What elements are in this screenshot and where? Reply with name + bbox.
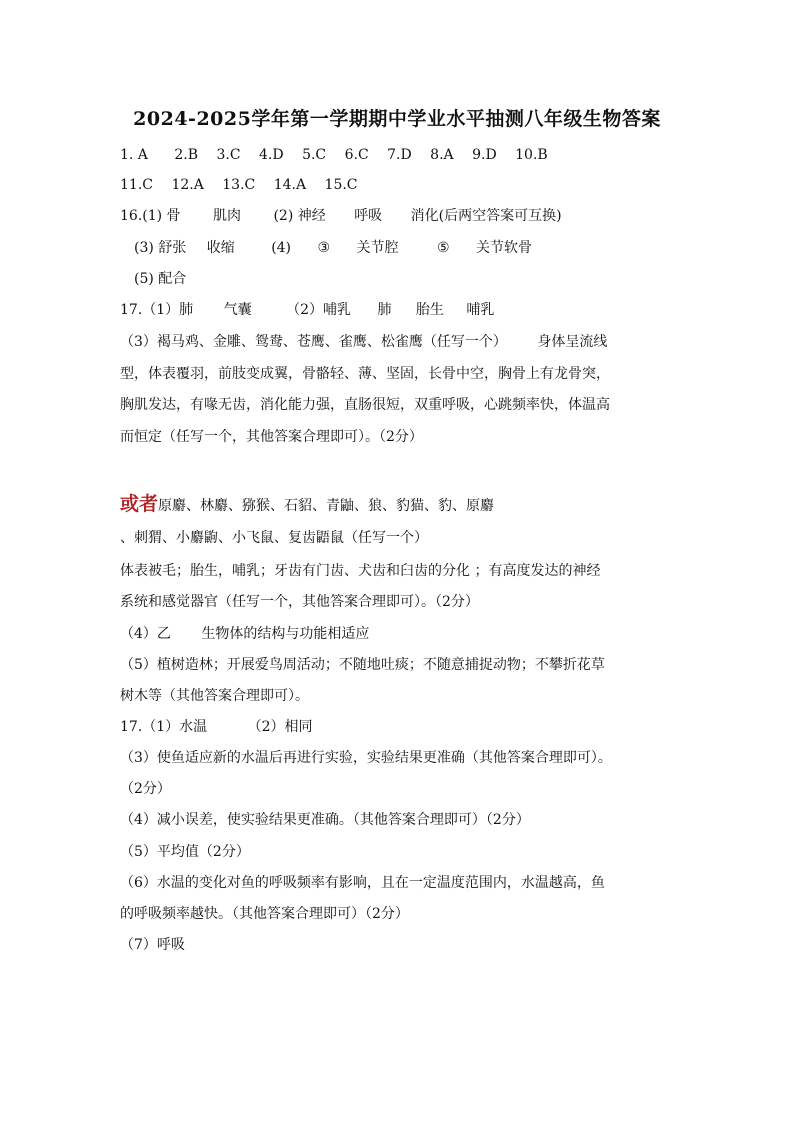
- q18-line-2: （3）使鱼适应新的水温后再进行实验，实验结果更准确（其他答案合理即可）。: [120, 750, 612, 766]
- answer-text: （3）褐马鸡、金雕、鸳鸯、苍鹰、雀鹰、松雀鹰（任写一个）: [120, 334, 507, 350]
- page-title: 2024-2025学年第一学期期中学业水平抽测八年级生物答案: [133, 108, 661, 130]
- choice-answer: 10.B: [515, 147, 548, 163]
- choice-answer: 12.A: [171, 177, 204, 193]
- answer-text: （2）相同: [247, 719, 313, 735]
- q17-line-1: [120, 300, 494, 320]
- answer-text: ⑤: [436, 240, 450, 256]
- answer-text: 肌肉: [213, 208, 241, 224]
- answer-text: 身体呈流线: [537, 334, 608, 350]
- answer-text: 关节腔: [356, 240, 399, 256]
- answer-text: (4): [271, 240, 292, 256]
- answer-text: 16.(1) 骨: [120, 208, 181, 224]
- answer-text: 胎生: [415, 302, 444, 318]
- choice-answer: 7.D: [387, 147, 412, 163]
- choice-answer: 8.A: [430, 147, 454, 163]
- answer-text: ③: [317, 240, 331, 256]
- choice-answer: 4.D: [259, 147, 284, 163]
- q16-line-2: [134, 238, 532, 258]
- answer-text: 关节软骨: [475, 240, 532, 256]
- choice-answers-row-2: [120, 175, 358, 195]
- q18-line-3: （2分）: [120, 781, 171, 797]
- q17-line-8: 体表被毛；胎生，哺乳；牙齿有门齿、犬齿和臼齿的分化 ；有高度发达的神经: [120, 563, 601, 579]
- q16-line-3: (5) 配合: [134, 271, 187, 287]
- choice-answer: 6.C: [344, 147, 369, 163]
- choice-answers-row-1: [120, 145, 548, 165]
- choice-answer: 14.A: [273, 177, 307, 193]
- choice-answer: 3.C: [216, 147, 241, 163]
- answer-text: 肺: [377, 302, 392, 318]
- choice-answer: 2.B: [174, 147, 199, 163]
- q17-line-4: 胸肌发达，有喙无齿，消化能力强，直肠很短，双重呼吸，心跳频率快，体温高: [120, 397, 610, 413]
- q18-line-4: （4）减小误差，使实验结果更准确。（其他答案合理即可）（2分）: [120, 812, 530, 828]
- answer-text: 哺乳: [466, 302, 495, 318]
- answer-text: （2）哺乳: [286, 302, 351, 318]
- q17-line-3: 型，体表覆羽，前肢变成翼，骨骼轻、薄、坚固，长骨中空，胸骨上有龙骨突，: [120, 366, 610, 382]
- q17-line-5: 而恒定（任写一个，其他答案合理即可）。（2分）: [120, 429, 423, 445]
- q16-line-1: [120, 206, 562, 226]
- q17-line-7: 、刺猬、小麝鼩、小飞鼠、复齿鼯鼠（任写一个）: [120, 530, 428, 546]
- answer-text: 呼吸: [354, 208, 383, 224]
- q18-line-8: （7）呼吸: [120, 937, 185, 953]
- q17-line-2: [120, 332, 607, 352]
- q17-line-11: （5）植树造林；开展爱鸟周活动；不随地吐痰；不随意捕捉动物；不攀折花草: [120, 657, 605, 673]
- answer-text: （4）乙: [120, 626, 171, 642]
- answer-text: 生物体的结构与功能相适应: [201, 626, 370, 642]
- answer-text: 气囊: [223, 302, 252, 318]
- answer-text: 17.（1）水温: [120, 719, 208, 735]
- q18-line-1: [120, 717, 313, 737]
- choice-answer: 11.C: [120, 177, 153, 193]
- answer-text: 收缩: [206, 240, 235, 256]
- choice-answer: 13.C: [222, 177, 256, 193]
- q18-line-6: （6）水温的变化对鱼的呼吸频率有影响，且在一定温度范围内，水温越高，鱼: [120, 875, 605, 891]
- answer-text: 17.（1）肺: [120, 302, 194, 318]
- choice-answer: 5.C: [302, 147, 327, 163]
- q17-alternative-line: [120, 492, 494, 516]
- choice-answer: 1. A: [120, 147, 148, 163]
- answer-text: 消化(后两空答案可互换): [410, 208, 562, 224]
- or-label: 或者: [120, 493, 159, 515]
- answer-text: (2) 神经: [273, 208, 326, 224]
- choice-answer: 9.D: [472, 147, 497, 163]
- answer-text: (3) 舒张: [134, 240, 187, 256]
- q17-line-12: 树木等（其他答案合理即可）。: [120, 688, 309, 704]
- q18-line-5: （5）平均值（2分）: [120, 844, 250, 860]
- q17-line-10: [120, 624, 369, 644]
- q18-line-7: 的呼吸频率越快。（其他答案合理即可）（2分）: [120, 906, 409, 922]
- choice-answer: 15.C: [324, 177, 358, 193]
- answer-text: 原麝、林麝、猕猴、石貂、青鼬、狼、豹猫、豹、原麝: [158, 498, 495, 514]
- q17-line-9: 系统和感觉器官（任写一个，其他答案合理即可）。（2分）: [120, 594, 479, 610]
